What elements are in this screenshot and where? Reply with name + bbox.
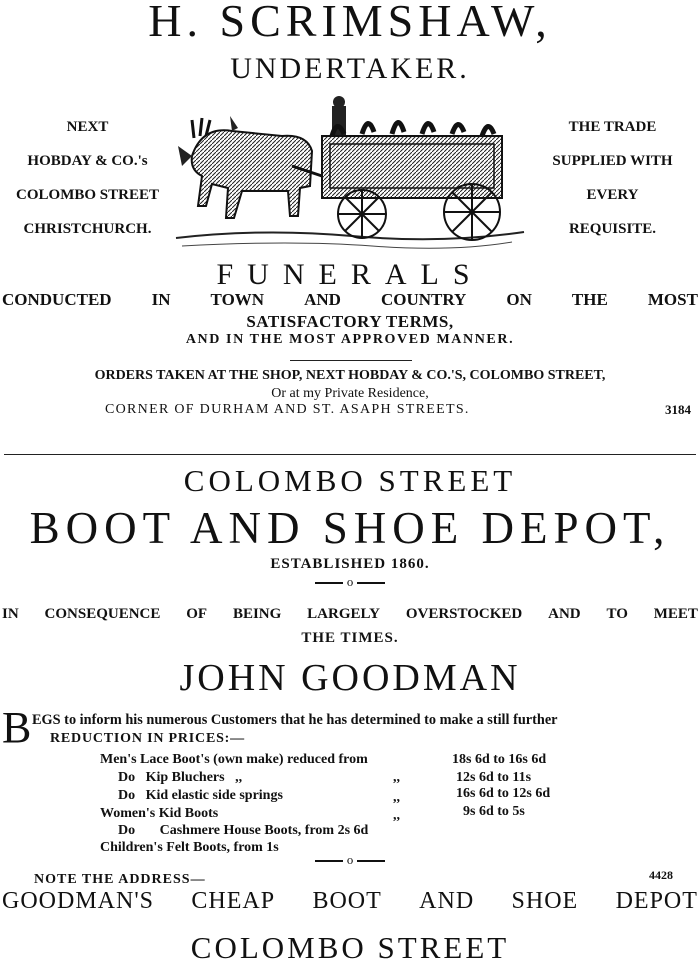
word: AND (548, 606, 581, 622)
word: AND (304, 290, 341, 309)
street-heading: COLOMBO STREET (183, 463, 517, 498)
word: MOST (647, 290, 698, 309)
word: SHOE (511, 888, 579, 914)
price-item: Do Kip Bluchers ,, (118, 770, 243, 785)
scrimshaw-name: H. SCRIMSHAW, (148, 0, 552, 46)
terms-line: SATISFACTORY TERMS, (246, 312, 454, 331)
depot-heading: BOOT AND SHOE DEPOT, (29, 503, 671, 553)
ornament-divider (0, 576, 700, 589)
word: BEING (232, 606, 282, 622)
hearse-engraving (172, 96, 528, 252)
short-divider (290, 360, 412, 361)
word: MEET (653, 606, 698, 622)
word: LARGELY (307, 606, 380, 622)
price-value: 9s 6d to 5s (463, 804, 525, 819)
price-ditto: ,, (393, 770, 400, 785)
right-notice-block (525, 110, 700, 246)
manner-line: AND IN THE MOST APPROVED MANNER. (185, 332, 515, 347)
left-address-line: NEXT (66, 119, 109, 135)
left-address-block (0, 110, 175, 246)
corner-line: CORNER OF DURHAM AND ST. ASAPH STREETS. (105, 402, 470, 417)
ornament-divider (0, 854, 700, 867)
divider-mark: o (346, 854, 354, 867)
ad-number: 4428 (649, 868, 673, 882)
residence-line: Or at my Private Residence, (271, 386, 429, 401)
drop-cap: B (2, 703, 32, 752)
intro-line-2: REDUCTION IN PRICES:— (50, 731, 245, 746)
price-value: 16s 6d to 12s 6d (456, 786, 551, 801)
overstocked-line (2, 606, 698, 623)
left-address-line: COLOMBO STREET (16, 187, 159, 203)
price-item: Do Cashmere House Boots, from 2s 6d (118, 823, 369, 838)
word: CHEAP (191, 888, 276, 914)
left-address-line: CHRISTCHURCH. (23, 221, 152, 237)
word: TO (606, 606, 628, 622)
intro-line-1: EGS to inform his numerous Customers that he has determined to make a still further (32, 712, 558, 728)
word: DEPOT (615, 888, 698, 914)
word: THE (571, 290, 608, 309)
price-item: Children's Felt Boots, from 1s (100, 840, 279, 855)
section-divider (4, 454, 696, 455)
price-value: 12s 6d to 11s (456, 770, 532, 785)
word: GOODMAN'S (2, 888, 155, 914)
word: AND (419, 888, 475, 914)
orders-line: ORDERS TAKEN AT THE SHOP, NEXT HOBDAY & CO.'S, COLOMBO STREET, (94, 368, 606, 383)
word: OF (186, 606, 208, 622)
divider-mark: o (346, 576, 354, 589)
word: BOOT (312, 888, 382, 914)
word: CONSEQUENCE (44, 606, 161, 622)
price-item: Women's Kid Boots (100, 806, 219, 821)
address-line (2, 888, 698, 915)
word: IN (151, 290, 171, 309)
proprietor-name: JOHN GOODMAN (179, 657, 521, 699)
word: COUNTRY (380, 290, 467, 309)
note-line: NOTE THE ADDRESS— (34, 872, 206, 887)
price-item: Men's Lace Boot's (own make) reduced from (100, 752, 368, 767)
price-ditto: ,, (393, 790, 400, 805)
right-notice-line: EVERY (586, 187, 639, 203)
price-ditto: ,, (393, 808, 400, 823)
word: TOWN (210, 290, 265, 309)
conducted-line (2, 290, 698, 310)
right-notice-line: THE TRADE (568, 119, 657, 135)
word: CONDUCTED (2, 290, 112, 309)
ad-number: 3184 (665, 402, 691, 417)
word: ON (506, 290, 532, 309)
word: IN (2, 606, 19, 622)
right-notice-line: REQUISITE. (568, 221, 657, 237)
times-line: THE TIMES. (301, 630, 399, 646)
final-street-heading: COLOMBO STREET (190, 930, 510, 965)
price-value: 18s 6d to 16s 6d (452, 752, 547, 767)
established-line: ESTABLISHED 1860. (270, 556, 430, 572)
word: OVERSTOCKED (405, 606, 523, 622)
funerals-heading: FUNERALS (216, 258, 484, 291)
right-notice-line: SUPPLIED WITH (552, 153, 673, 169)
undertaker-title: UNDERTAKER. (230, 52, 470, 85)
left-address-line: HOBDAY & CO.'s (27, 153, 148, 169)
price-item: Do Kid elastic side springs (118, 788, 283, 803)
